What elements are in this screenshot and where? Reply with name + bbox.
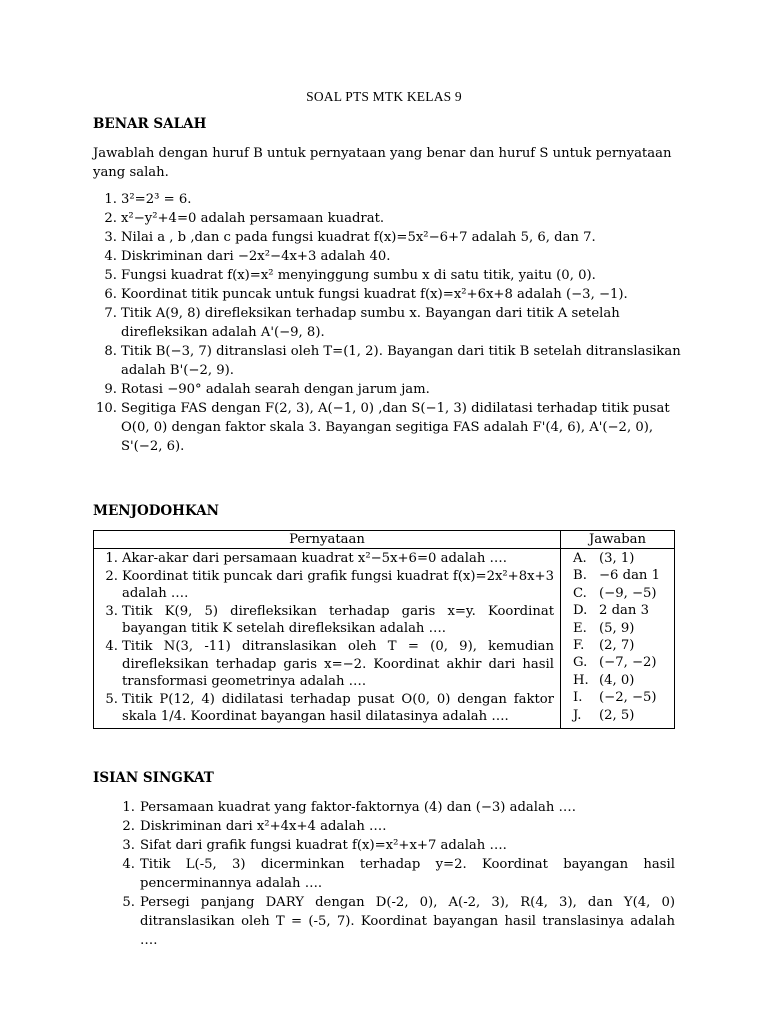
list-item: 1. 3²=2³ = 6. bbox=[104, 192, 192, 207]
jawaban-item: H. (4, 0) bbox=[573, 672, 635, 688]
pernyataan-item: 3. Titik K(9, 5) direfleksikan terhadap garis x=y. Koordinat bayangan titik K setelah direfleksikan adalah …. bbox=[105, 603, 554, 637]
list-item: 10. Segitiga FAS dengan F(2, 3), A(−1, 0) ,dan S(−1, 3) didilatasi terhadap titik pusat O(0, 0) dengan faktor skala 3. Bayangan segitiga FAS adalah F'(4, 6), A'(−2, 0), S'(−2, 6). bbox=[96, 401, 670, 454]
isian-singkat-list bbox=[115, 798, 675, 950]
page-title: SOAL PTS MTK KELAS 9 bbox=[306, 89, 462, 104]
pernyataan-item: 2. Koordinat titik puncak dari grafik fungsi kuadrat f(x)=2x²+8x+3 adalah …. bbox=[105, 568, 554, 602]
jawaban-item: J. (2, 5) bbox=[573, 707, 635, 723]
jawaban-item: I. (−2, −5) bbox=[573, 690, 657, 706]
list-item: 1. Persamaan kuadrat yang faktor-faktornya (4) dan (−3) adalah …. bbox=[122, 800, 576, 815]
list-item: 9. Rotasi −90° adalah searah dengan jarum jam. bbox=[104, 382, 430, 397]
menjodohkan-heading: MENJODOHKAN bbox=[93, 503, 219, 519]
column-header-jawaban: Jawaban bbox=[561, 531, 675, 549]
list-item: 4. Titik L(-5, 3) dicerminkan terhadap y=2. Koordinat bayangan hasil pencerminannya adalah …. bbox=[122, 857, 675, 891]
jawaban-item: F. (2, 7) bbox=[573, 638, 635, 654]
jawaban-item: D. 2 dan 3 bbox=[573, 603, 649, 619]
jawaban-cell bbox=[561, 549, 675, 729]
pernyataan-item: 5. Titik P(12, 4) didilatasi terhadap pusat O(0, 0) dengan faktor skala 1/4. Koordinat bayangan hasil dilatasinya adalah …. bbox=[105, 691, 554, 725]
list-item: 2. Diskriminan dari x²+4x+4 adalah …. bbox=[122, 819, 387, 834]
benar-salah-heading: BENAR SALAH bbox=[93, 116, 207, 132]
list-item: 3. Nilai a , b ,dan c pada fungsi kuadrat f(x)=5x²−6+7 adalah 5, 6, dan 7. bbox=[104, 230, 596, 245]
benar-salah-list bbox=[93, 190, 683, 456]
jawaban-item: B. −6 dan 1 bbox=[573, 568, 661, 584]
jawaban-item: A. (3, 1) bbox=[573, 551, 635, 566]
pernyataan-item: 4. Titik N(3, -11) ditranslasikan oleh T = (0, 9), kemudian direfleksikan terhadap garis x=−2. Koordinat akhir dari hasil transformasi geometrinya adalah …. bbox=[105, 638, 554, 690]
matching-table bbox=[93, 530, 675, 729]
list-item: 5. Fungsi kuadrat f(x)=x² menyinggung sumbu x di satu titik, yaitu (0, 0). bbox=[104, 268, 596, 283]
benar-salah-instructions: Jawablah dengan huruf B untuk pernyataan yang benar dan huruf S untuk pernyataan yang salah. bbox=[93, 146, 672, 180]
list-item: 4. Diskriminan dari −2x²−4x+3 adalah 40. bbox=[104, 249, 391, 264]
pernyataan-cell bbox=[94, 549, 561, 729]
column-header-pernyataan: Pernyataan bbox=[94, 531, 561, 549]
jawaban-item: E. (5, 9) bbox=[573, 620, 635, 636]
list-item: 7. Titik A(9, 8) direfleksikan terhadap sumbu x. Bayangan dari titik A setelah direfleksikan adalah A'(−9, 8). bbox=[104, 306, 620, 340]
list-item: 2. x²−y²+4=0 adalah persamaan kuadrat. bbox=[104, 211, 385, 226]
isian-singkat-heading: ISIAN SINGKAT bbox=[93, 770, 214, 786]
list-item: 5. Persegi panjang DARY dengan D(-2, 0), A(-2, 3), R(4, 3), dan Y(4, 0) ditranslasikan oleh T = (-5, 7). Koordinat bayangan hasil translasinya adalah …. bbox=[122, 895, 675, 948]
list-item: 8. Titik B(−3, 7) ditranslasi oleh T=(1, 2). Bayangan dari titik B setelah ditranslasikan adalah B'(−2, 9). bbox=[104, 344, 681, 378]
list-item: 3. Sifat dari grafik fungsi kuadrat f(x)=x²+x+7 adalah …. bbox=[122, 838, 507, 853]
list-item: 6. Koordinat titik puncak untuk fungsi kuadrat f(x)=x²+6x+8 adalah (−3, −1). bbox=[104, 287, 628, 302]
jawaban-item: C. (−9, −5) bbox=[573, 585, 657, 601]
pernyataan-item: 1. Akar-akar dari persamaan kuadrat x²−5x+6=0 adalah …. bbox=[105, 551, 507, 566]
jawaban-item: G. (−7, −2) bbox=[573, 655, 657, 671]
